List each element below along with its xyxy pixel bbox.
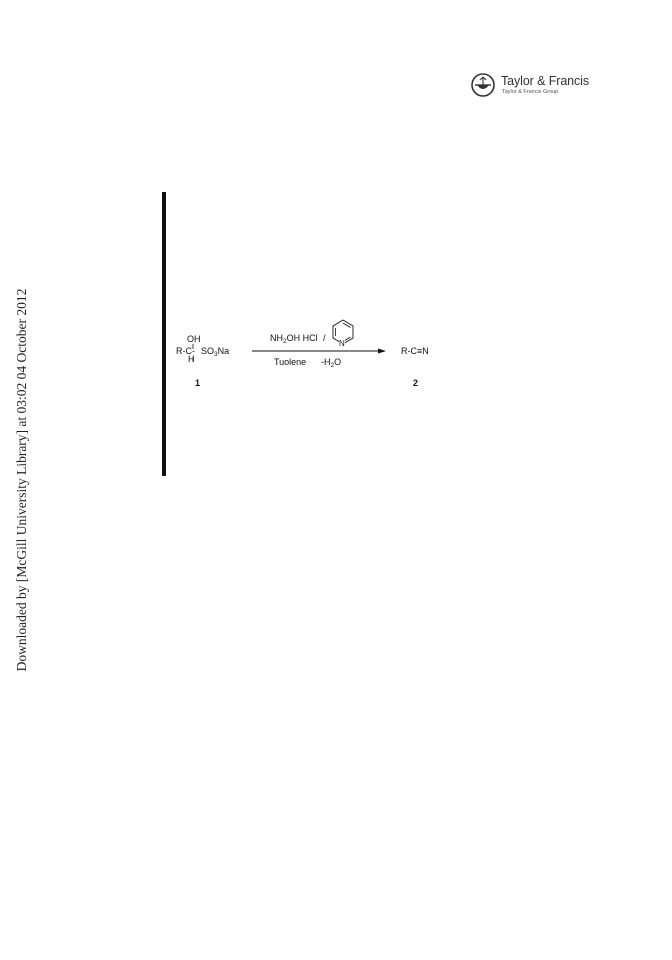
product-label: 2 [413, 378, 419, 388]
download-notice: Downloaded by [McGill University Library] at 03:02 04 October 2012 [14, 288, 29, 672]
reactant-r-c: R-C- [176, 346, 195, 356]
reactant-h: H [188, 354, 195, 364]
reaction-arrow [252, 347, 386, 355]
publisher-group: Taylor & Francis Group [502, 89, 559, 95]
product-nitrile: R-C≡N [401, 346, 429, 356]
reagent-hydroxylamine: $NH_2OH$ HCl [270, 333, 318, 345]
reactant-sulfonate: $SO_3Na$ [201, 346, 230, 358]
pyridine-nitrogen: N [339, 339, 345, 348]
publisher-name: Taylor & Francis [501, 74, 590, 88]
condition-water-loss: $-H_2O$ [321, 357, 342, 369]
reagent-slash: / [323, 333, 326, 343]
condition-solvent: Tuolene [274, 357, 307, 367]
reactant-label: 1 [195, 378, 201, 388]
reactant-oh: OH [187, 334, 201, 344]
